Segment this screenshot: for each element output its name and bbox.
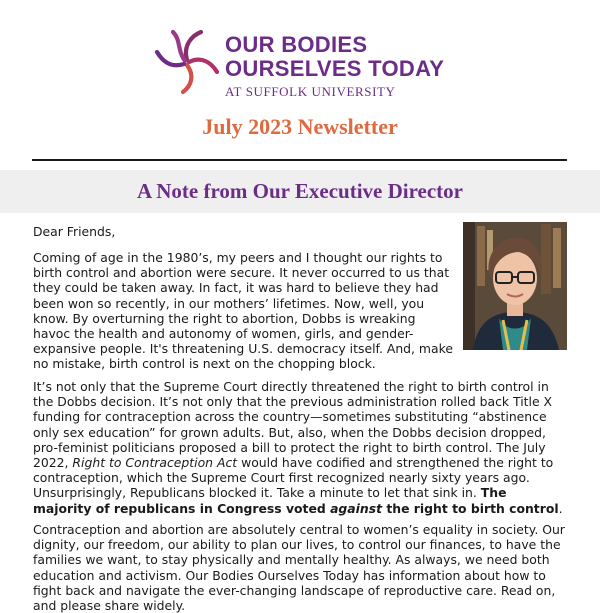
director-portrait-image <box>463 222 567 350</box>
brand-line-1: OUR BODIES <box>225 32 368 57</box>
section-title: A Note from Our Executive Director <box>137 179 463 203</box>
brand-subtitle: AT SUFFOLK UNIVERSITY <box>225 84 396 99</box>
petal-logo-icon <box>153 28 221 96</box>
act-name: Right to Contraception Act <box>72 455 238 471</box>
letter-paragraph-3: Contraception and abortion are absolutely central to women’s equality in society. Our dignity, our freedom, our ability to plan our lives, to control our finances, to have the families we want, to stay physically and mentally healthy. As always, we need both education and activism. Our Bodies Ourselves Today has information about how to fight back and navigate the ever-changing landscape of reproductive care. Read on, and please share widely. <box>33 522 565 613</box>
brand-line-2: OURSELVES TODAY <box>225 56 445 81</box>
letter-greeting: Dear Friends, <box>33 224 116 239</box>
bold-text-a: The majority of republicans in Congress voted <box>33 485 507 516</box>
brand-logo <box>153 28 444 100</box>
director-photo <box>463 222 567 350</box>
bold-text-b: the right to birth control <box>382 500 559 516</box>
paragraph-2-text-a: It’s not only that the Supreme Court directly threatened the right to birth control in the Dobbs decision. It’s not only that the previous administration rolled back Title X funding for contraception across the country—sometimes substituting “abstinence only sex education” for grown adults. But, also, when the Dobbs decision dropped, pro-feminist politicians proposed a bill to protect the right to birth control. The July 2022, <box>33 379 553 471</box>
paragraph-2-end: . <box>558 500 563 516</box>
letter-paragraph-2 <box>33 379 568 516</box>
letter-paragraph-1: Coming of age in the 1980’s, my peers and I thought our rights to birth control and abortion were secure. It never occurred to us that they could be taken away. In fact, it was hard to believe they had been won so recently, in our mothers’ lifetimes. Now, well, you know. By overturning the right to abortion, Dobbs is wreaking havoc the health and autonomy of women, girls, and gender-expansive people. It's threatening U.S. democracy itself. And, make no mistake, birth control is next on the chopping block. <box>33 250 453 372</box>
brand-wordmark <box>225 33 444 100</box>
header-divider <box>32 159 567 161</box>
newsletter-title: July 2023 Newsletter <box>202 114 398 139</box>
paragraph-2-text-b: would have codified and strengthened the right to contraception, which the Supreme Court first recognized nearly sixty years ago. Unsurprisingly, Republicans blocked it. Take a minute to let that sink in. <box>33 455 554 501</box>
bold-emphasis: against <box>330 500 383 516</box>
section-header-band <box>0 170 600 213</box>
